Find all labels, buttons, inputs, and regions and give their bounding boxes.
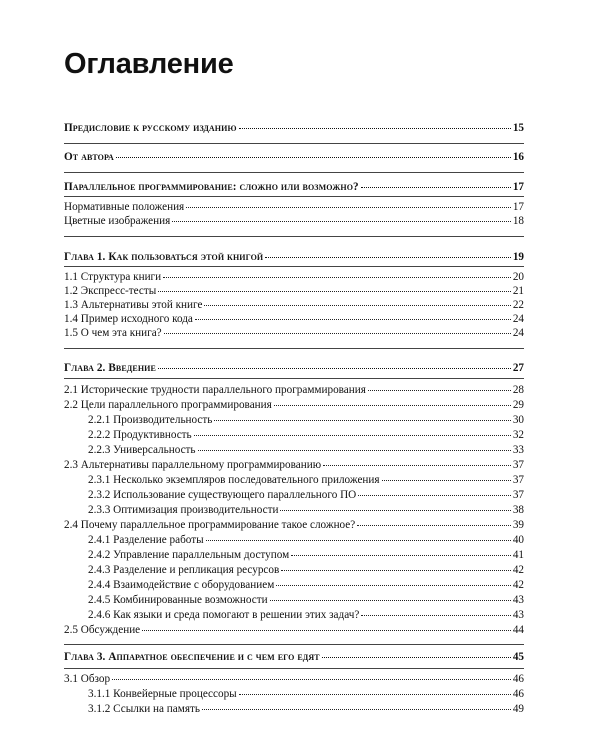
toc-entry[interactable] bbox=[64, 459, 524, 472]
divider bbox=[64, 378, 524, 379]
toc-leader bbox=[291, 554, 511, 556]
toc-entry[interactable] bbox=[88, 429, 524, 442]
divider bbox=[64, 266, 524, 267]
divider bbox=[64, 668, 524, 669]
toc-entry-page: 42 bbox=[512, 579, 524, 591]
toc-leader bbox=[281, 569, 511, 571]
toc-leader bbox=[158, 367, 511, 369]
toc-entry[interactable] bbox=[64, 384, 524, 397]
toc-leader bbox=[361, 614, 510, 616]
toc-leader bbox=[163, 276, 511, 278]
toc-entry-page: 46 bbox=[512, 688, 524, 700]
toc-entry-page: 44 bbox=[512, 624, 524, 636]
toc-entry-label: Нормативные положения bbox=[64, 201, 185, 213]
toc-leader bbox=[204, 304, 510, 306]
toc-entry-label: 3.1.2 Ссылки на память bbox=[88, 703, 200, 715]
toc-leader bbox=[158, 290, 511, 292]
toc-entry-label: 2.2.2 Продуктивность bbox=[88, 429, 192, 441]
toc-entry-label: 2.3.3 Оптимизация производительности bbox=[88, 504, 279, 516]
toc-leader bbox=[265, 256, 511, 258]
toc-leader bbox=[361, 186, 511, 188]
divider bbox=[64, 143, 524, 144]
toc-entry-page: 37 bbox=[512, 459, 524, 471]
toc-entry[interactable] bbox=[64, 327, 524, 340]
toc-entry-label: Глава 1. Как пользоваться этой книгой bbox=[64, 251, 264, 263]
toc-leader bbox=[323, 464, 511, 466]
toc-entry[interactable] bbox=[88, 414, 524, 427]
toc-leader bbox=[194, 434, 511, 436]
toc-entry-page: 30 bbox=[512, 414, 524, 426]
toc-leader bbox=[270, 599, 511, 601]
toc-entry[interactable] bbox=[88, 579, 524, 592]
toc-entry-label: 2.4.5 Комбинированные возможности bbox=[88, 594, 268, 606]
toc-leader bbox=[206, 539, 511, 541]
toc-entry-page: 38 bbox=[512, 504, 524, 516]
toc-entry-page: 29 bbox=[512, 399, 524, 411]
toc-entry[interactable] bbox=[88, 474, 524, 487]
toc-entry[interactable] bbox=[64, 399, 524, 412]
toc-entry[interactable] bbox=[64, 285, 524, 298]
toc-leader bbox=[357, 524, 511, 526]
toc-entry-page: 46 bbox=[512, 673, 524, 685]
toc-leader bbox=[164, 332, 511, 334]
page-title: Оглавление bbox=[64, 48, 234, 80]
toc-entry[interactable] bbox=[64, 299, 524, 312]
toc-entry-page: 17 bbox=[512, 181, 524, 193]
toc-entry[interactable] bbox=[64, 651, 524, 664]
toc-leader bbox=[276, 584, 511, 586]
toc-entry-page: 42 bbox=[512, 564, 524, 576]
toc-entry-page: 16 bbox=[512, 151, 524, 163]
toc-entry-label: Параллельное программирование: сложно или возможно? bbox=[64, 181, 359, 193]
toc-entry[interactable] bbox=[88, 489, 524, 502]
toc-entry-page: 24 bbox=[512, 327, 524, 339]
toc-entry-label: 2.5 Обсуждение bbox=[64, 624, 141, 636]
toc-entry-page: 17 bbox=[512, 201, 524, 213]
toc-leader bbox=[202, 708, 511, 710]
toc-entry-label: 2.2 Цели параллельного программирования bbox=[64, 399, 272, 411]
toc-leader bbox=[358, 494, 511, 496]
toc-entry[interactable] bbox=[88, 549, 524, 562]
toc-entry-page: 33 bbox=[512, 444, 524, 456]
toc-entry-label: 2.4.1 Разделение работы bbox=[88, 534, 204, 546]
toc-entry-label: Глава 3. Аппаратное обеспечение и с чем его едят bbox=[64, 651, 320, 663]
toc-entry-page: 32 bbox=[512, 429, 524, 441]
toc-entry-page: 41 bbox=[512, 549, 524, 561]
toc-entry-label: 1.4 Пример исходного кода bbox=[64, 313, 193, 325]
toc-entry-label: Цветные изображения bbox=[64, 215, 171, 227]
toc-entry-label: Глава 2. Введение bbox=[64, 362, 156, 374]
toc-entry-label: 1.3 Альтернативы этой книге bbox=[64, 299, 203, 311]
toc-entry[interactable] bbox=[64, 271, 524, 284]
toc-entry-page: 21 bbox=[512, 285, 524, 297]
toc-entry[interactable] bbox=[88, 594, 524, 607]
toc-entry-page: 22 bbox=[512, 299, 524, 311]
toc-entry-label: 2.1 Исторические трудности параллельного программирования bbox=[64, 384, 366, 396]
toc-entry[interactable] bbox=[64, 519, 524, 532]
toc-entry-label: 2.4 Почему параллельное программирование такое сложное? bbox=[64, 519, 356, 531]
toc-leader bbox=[116, 156, 511, 158]
toc-entry[interactable] bbox=[88, 444, 524, 457]
toc-leader bbox=[239, 127, 511, 129]
toc-entry[interactable] bbox=[64, 362, 524, 375]
divider bbox=[64, 644, 524, 645]
toc-leader bbox=[274, 404, 511, 406]
toc-leader bbox=[142, 629, 511, 631]
toc-entry-page: 43 bbox=[512, 594, 524, 606]
toc-entry[interactable] bbox=[88, 534, 524, 547]
toc-entry-page: 49 bbox=[512, 703, 524, 715]
toc-leader bbox=[368, 389, 511, 391]
toc-entry-page: 40 bbox=[512, 534, 524, 546]
toc-entry-label: Предисловие к русскому изданию bbox=[64, 122, 237, 134]
toc-entry[interactable] bbox=[88, 609, 524, 622]
toc-entry-label: 1.2 Экспресс-тесты bbox=[64, 285, 157, 297]
toc-leader bbox=[214, 419, 510, 421]
toc-entry-page: 19 bbox=[512, 251, 524, 263]
toc-entry-label: От автора bbox=[64, 151, 114, 163]
toc-entry-label: 2.3.1 Несколько экземпляров последовательного приложения bbox=[88, 474, 380, 486]
toc-entry[interactable] bbox=[64, 201, 524, 214]
toc-leader bbox=[186, 206, 511, 208]
toc-leader bbox=[198, 449, 511, 451]
toc-entry[interactable] bbox=[64, 181, 524, 194]
toc-leader bbox=[112, 678, 511, 680]
toc-entry[interactable] bbox=[88, 688, 524, 701]
toc-entry[interactable] bbox=[64, 313, 524, 326]
toc-leader bbox=[172, 220, 511, 222]
toc-entry-page: 28 bbox=[512, 384, 524, 396]
divider bbox=[64, 348, 524, 349]
toc-entry-label: 2.2.1 Производительность bbox=[88, 414, 213, 426]
toc-entry-page: 45 bbox=[512, 651, 524, 663]
toc-entry-page: 24 bbox=[512, 313, 524, 325]
divider bbox=[64, 172, 524, 173]
toc-entry-page: 27 bbox=[512, 362, 524, 374]
toc-entry-label: 2.4.3 Разделение и репликация ресурсов bbox=[88, 564, 280, 576]
toc-entry-label: 2.4.2 Управление параллельным доступом bbox=[88, 549, 290, 561]
toc-leader bbox=[239, 693, 511, 695]
toc-entry-label: 2.4.6 Как языки и среда помогают в решении этих задач? bbox=[88, 609, 360, 621]
toc-leader bbox=[322, 656, 511, 658]
toc-entry-page: 43 bbox=[512, 609, 524, 621]
toc-leader bbox=[195, 318, 511, 320]
toc-entry[interactable] bbox=[88, 504, 524, 517]
toc-entry[interactable] bbox=[64, 251, 524, 264]
toc-entry[interactable] bbox=[88, 564, 524, 577]
toc-entry-label: 2.3.2 Использование существующего параллельного ПО bbox=[88, 489, 357, 501]
toc-entry-label: 1.5 О чем эта книга? bbox=[64, 327, 162, 339]
toc-entry-label: 2.3 Альтернативы параллельному программированию bbox=[64, 459, 322, 471]
toc-entry[interactable] bbox=[88, 703, 524, 716]
toc-entry[interactable] bbox=[64, 673, 524, 686]
toc-entry[interactable] bbox=[64, 624, 524, 637]
toc-leader bbox=[382, 479, 511, 481]
toc-entry-page: 37 bbox=[512, 489, 524, 501]
toc-entry-label: 3.1.1 Конвейерные процессоры bbox=[88, 688, 237, 700]
divider bbox=[64, 236, 524, 237]
toc-entry[interactable] bbox=[64, 215, 524, 228]
toc-entry-label: 2.4.4 Взаимодействие с оборудованием bbox=[88, 579, 275, 591]
toc-entry-page: 37 bbox=[512, 474, 524, 486]
toc-entry-label: 1.1 Структура книги bbox=[64, 271, 162, 283]
toc-entry-label: 3.1 Обзор bbox=[64, 673, 111, 685]
toc-entry-label: 2.2.3 Универсальность bbox=[88, 444, 196, 456]
toc-entry[interactable] bbox=[64, 151, 524, 164]
toc-entry[interactable] bbox=[64, 122, 524, 135]
toc-entry-page: 39 bbox=[512, 519, 524, 531]
toc-entry-page: 15 bbox=[512, 122, 524, 134]
toc-entry-page: 18 bbox=[512, 215, 524, 227]
divider bbox=[64, 196, 524, 197]
toc-entry-page: 20 bbox=[512, 271, 524, 283]
toc-leader bbox=[280, 509, 510, 511]
